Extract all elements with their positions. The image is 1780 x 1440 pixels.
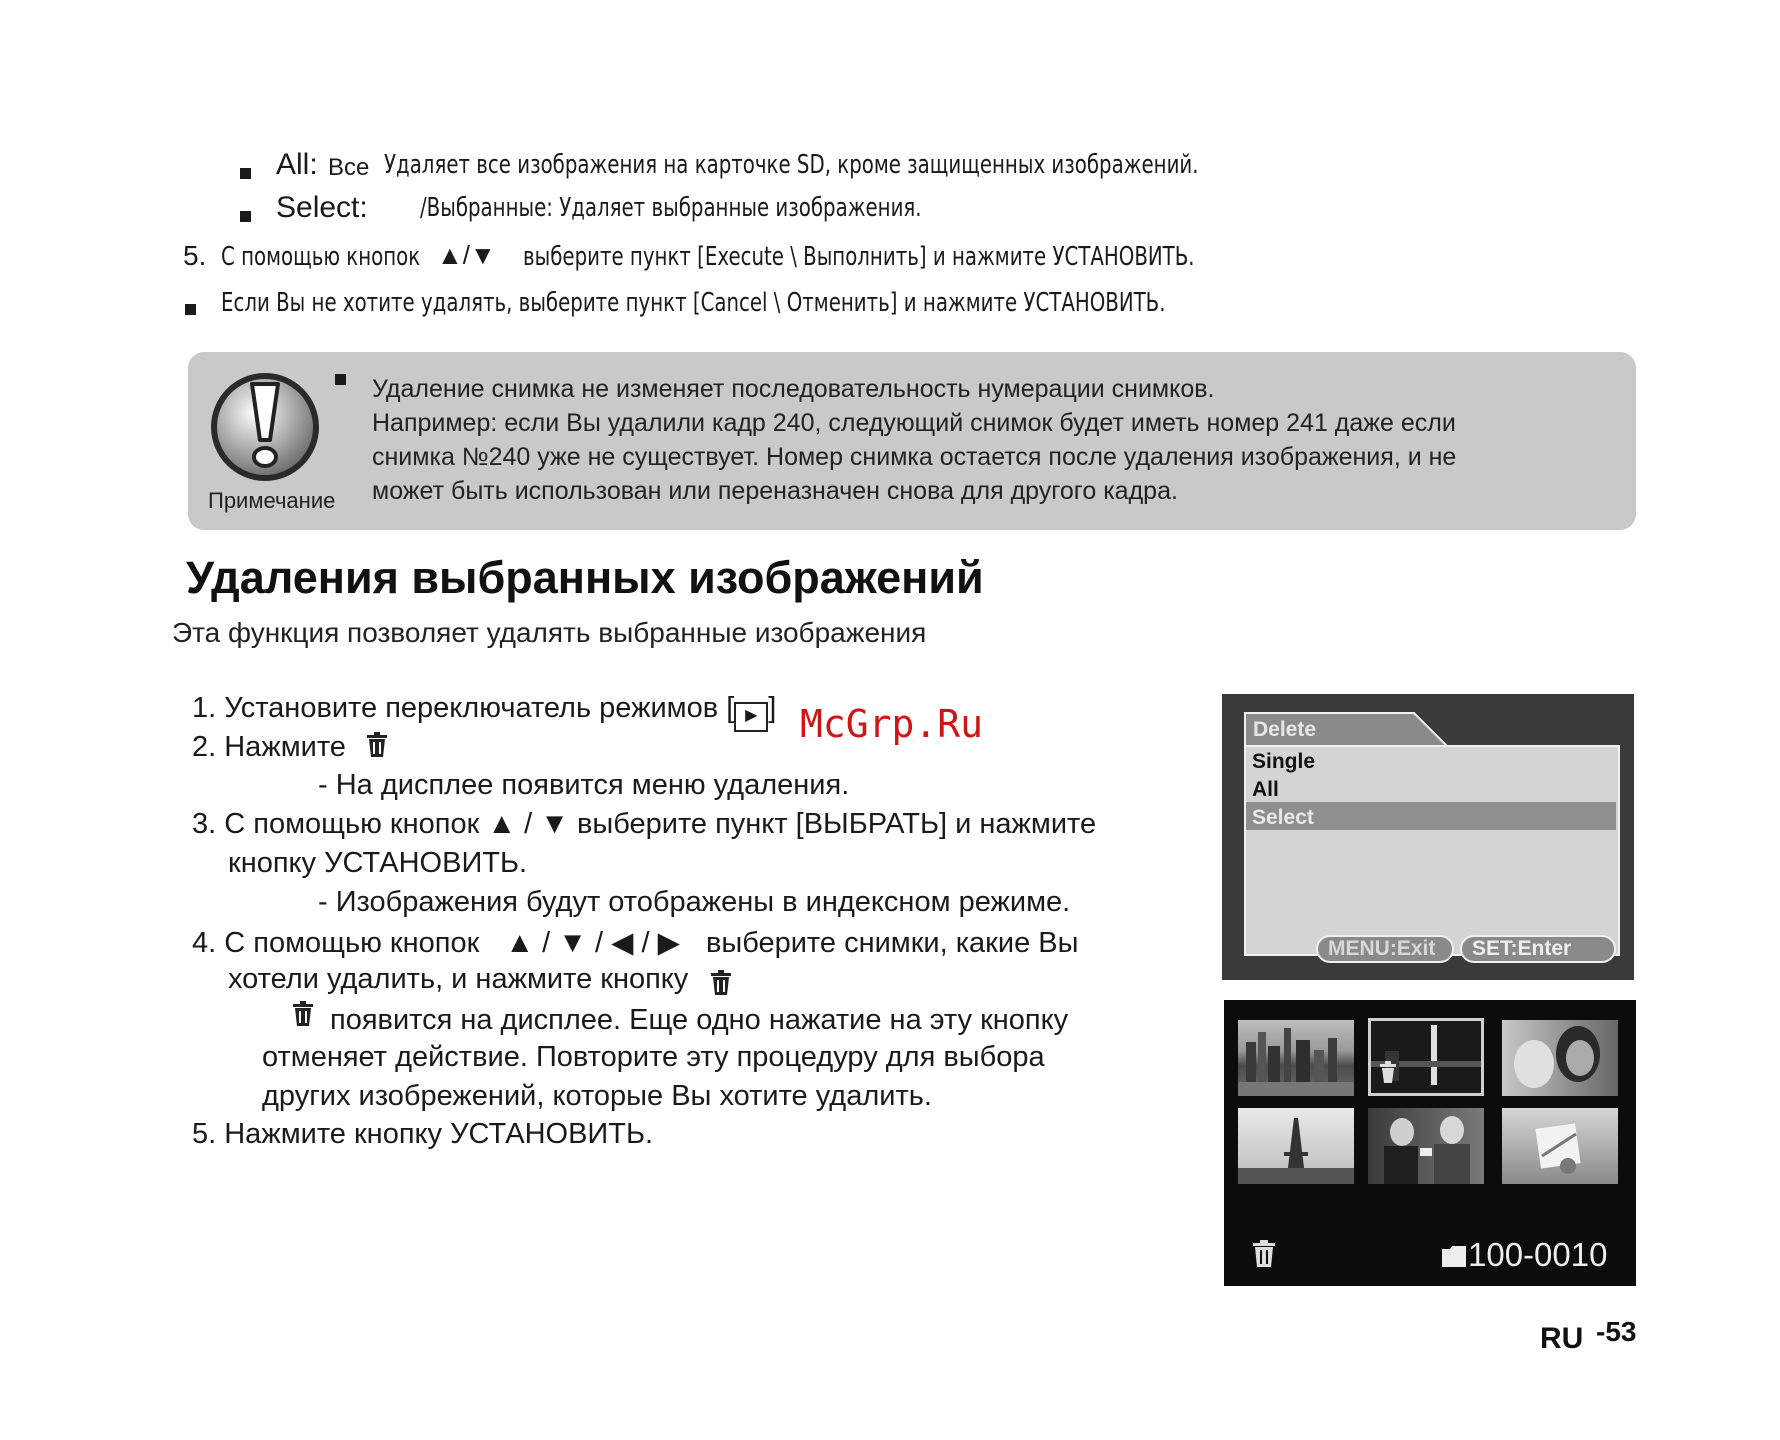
trash-icon — [366, 732, 388, 758]
trash-icon — [292, 1001, 314, 1027]
note-text — [372, 372, 1456, 508]
thumbnail-portrait[interactable] — [1502, 1020, 1618, 1096]
step-4e: отменяет действие. Повторите эту процедуру для выбора — [262, 1041, 1045, 1073]
note-line: снимка №240 уже не существует. Номер снимка остается после удаления изображения, и не — [372, 443, 1457, 471]
thumbnail-card[interactable] — [1502, 1108, 1618, 1184]
select-text: /Выбранные: Удаляет выбранные изображения. — [420, 193, 922, 223]
thumbnail-eiffel[interactable] — [1238, 1108, 1354, 1184]
select-label: Select: — [276, 191, 368, 224]
note-bullet-square — [335, 374, 346, 385]
step-2 — [192, 731, 388, 764]
menu-panel — [1244, 745, 1620, 956]
watermark: McGrp.Ru — [800, 702, 984, 746]
step-2-text: 2. Нажмите — [192, 731, 346, 763]
bullet-square — [240, 168, 251, 179]
warning-icon — [208, 370, 322, 484]
footer-lang: RU — [1540, 1322, 1584, 1355]
folder-number: 100-0010 — [1468, 1236, 1608, 1273]
set-enter-button[interactable]: SET:Enter — [1460, 935, 1616, 963]
menu-item-all[interactable]: All — [1252, 778, 1279, 801]
menu-exit-button[interactable]: MENU:Exit — [1316, 935, 1454, 963]
step5-text-a: С помощью кнопок — [221, 242, 421, 272]
step-1 — [192, 692, 776, 732]
cancel-text: Если Вы не хотите удалять, выберите пункт [Cancel \ Отменить] и нажмите УСТАНОВИТЬ. — [221, 288, 1166, 318]
note-line: Удаление снимка не изменяет последовательность нумерации снимков. — [372, 375, 1215, 403]
bullet-square — [240, 211, 251, 222]
step5-text-b: выберите пункт [Execute \ Выполнить] и нажмите УСТАНОВИТЬ. — [523, 242, 1195, 272]
step5-arrows: ▲/▼ — [437, 240, 496, 270]
bullet-square — [185, 304, 196, 315]
step-4b-text: выберите снимки, какие Вы — [705, 927, 1079, 959]
step-3b: кнопку УСТАНОВИТЬ. — [228, 847, 528, 879]
all-text-b: Удаляет все изображения на карточке SD, кроме защищенных изображений. — [384, 150, 1199, 180]
thumbnail-couple[interactable] — [1368, 1108, 1484, 1184]
menu-item-select[interactable]: Select — [1252, 806, 1314, 829]
step-2-sub: - На дисплее появится меню удаления. — [318, 769, 850, 801]
step-4c-text: хотели удалить, и нажмите кнопку — [228, 963, 689, 995]
section-subtitle: Эта функция позволяет удалять выбранные изображения — [172, 617, 927, 648]
note-label: Примечание — [208, 488, 336, 513]
step-1-end: ] — [768, 692, 777, 724]
step-5: 5. Нажмите кнопку УСТАНОВИТЬ. — [192, 1118, 654, 1150]
step-4a — [192, 925, 1078, 960]
note-line: Например: если Вы удалили кадр 240, следующий снимок будет иметь номер 241 даже если — [372, 409, 1456, 437]
step-4d-text: появится на дисплее. Еще одно нажатие на эту кнопку — [330, 1004, 1069, 1036]
all-text-a: Все — [328, 154, 370, 181]
playback-icon: ▶ — [734, 702, 768, 732]
step-4d — [292, 1001, 1068, 1037]
thumbnail-night-selected[interactable] — [1368, 1018, 1484, 1096]
section-title: Удаления выбранных изображений — [186, 552, 984, 603]
folder-icon — [1442, 1245, 1466, 1267]
step-1-text: 1. Установите переключатель режимов [ — [192, 692, 735, 724]
step5-num: 5. — [183, 240, 207, 271]
note-line: может быть использован или переназначен снова для другого кадра. — [372, 477, 1178, 505]
trash-icon — [710, 970, 732, 996]
step-4-arrows: ▲ / ▼ / ◀ / ▶ — [505, 927, 680, 959]
all-label: All: — [276, 148, 318, 181]
page-number: -53 — [1596, 1316, 1637, 1347]
thumbnail-city[interactable] — [1238, 1020, 1354, 1096]
step-4a-text: 4. С помощью кнопок — [192, 927, 480, 959]
step-3a: 3. С помощью кнопок ▲ / ▼ выберите пункт [ВЫБРАТЬ] и нажмите — [192, 808, 1097, 840]
step-4c — [228, 963, 732, 996]
step-4f: других изобрежений, которые Вы хотите удалить. — [262, 1080, 932, 1112]
menu-item-single[interactable]: Single — [1252, 750, 1316, 773]
trash-icon — [1252, 1240, 1276, 1268]
menu-tab-delete[interactable]: Delete — [1253, 718, 1317, 741]
step-3-sub: - Изображения будут отображены в индексном режиме. — [318, 886, 1071, 918]
